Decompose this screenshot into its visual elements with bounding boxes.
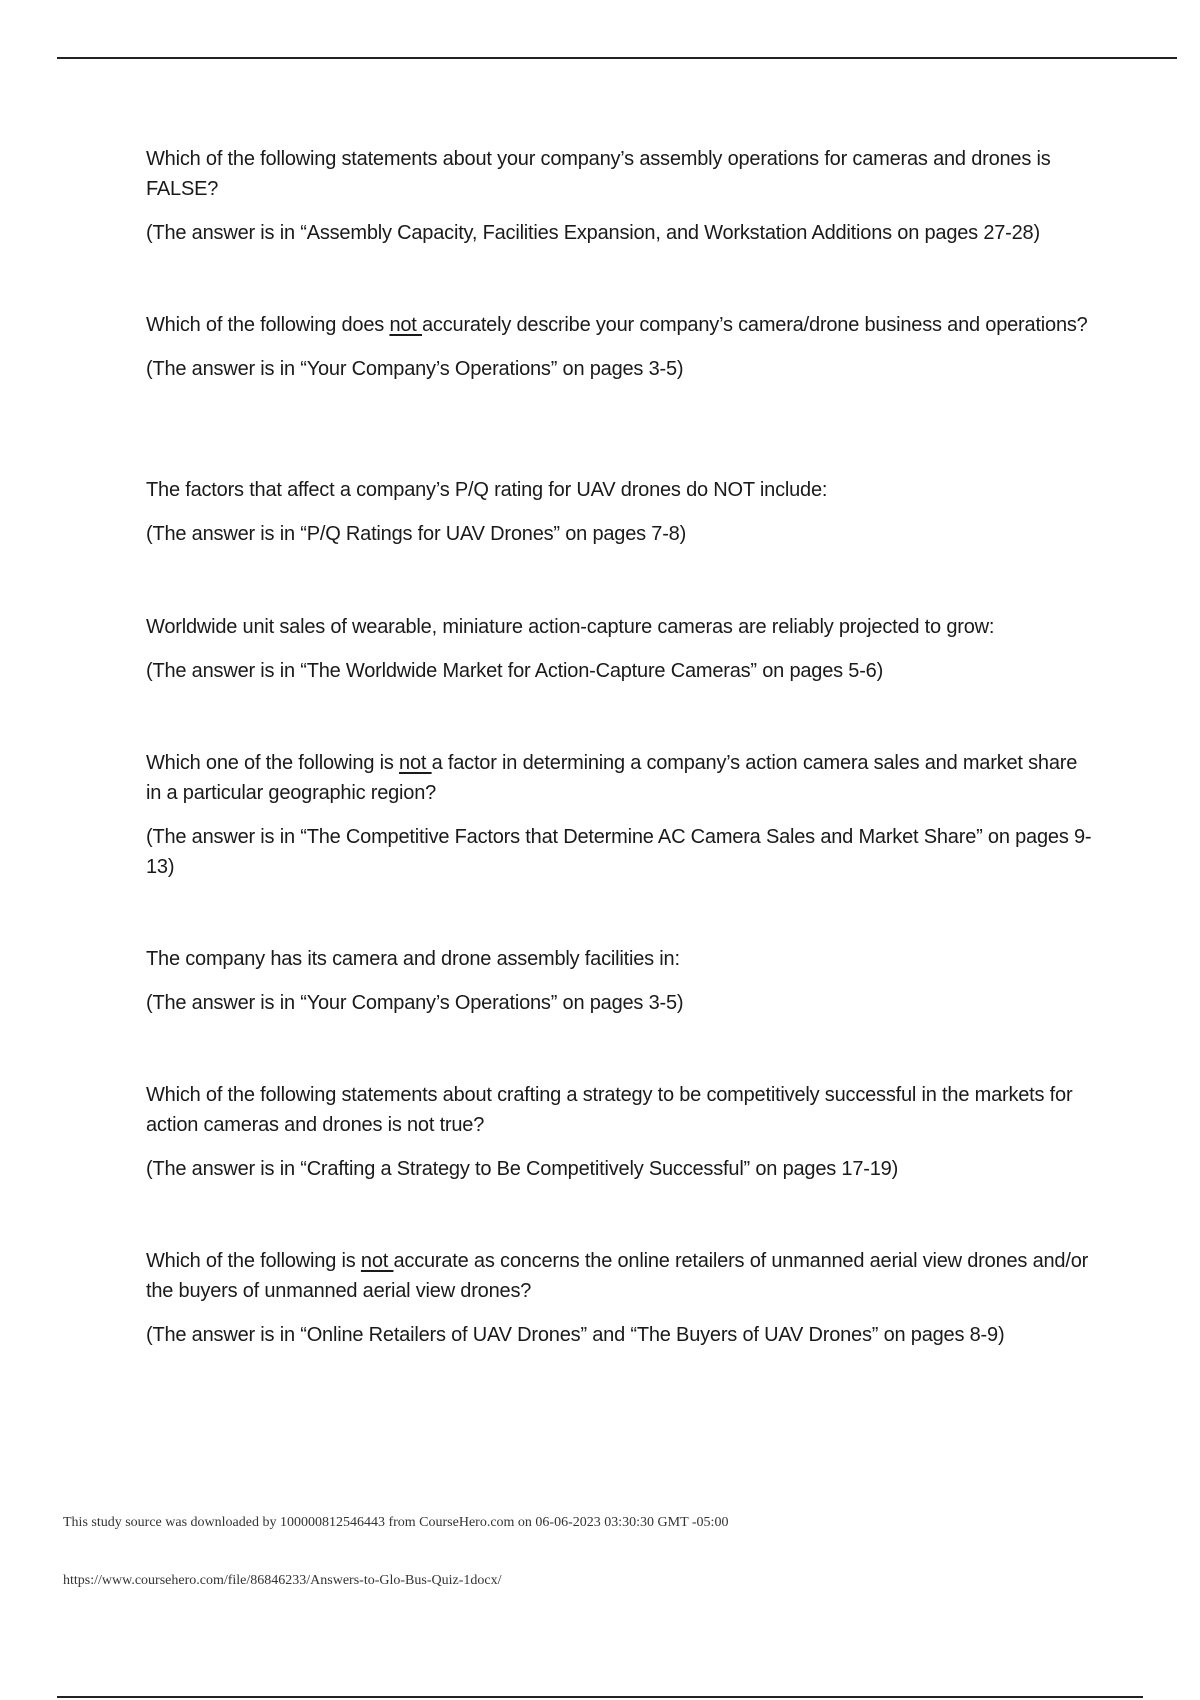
question-block-6: [146, 944, 1096, 1018]
answer-reference: (The answer is in “Online Retailers of UAV Drones” and “The Buyers of UAV Drones” on pages 8-9): [146, 1324, 1005, 1346]
answer-reference: (The answer is in “P/Q Ratings for UAV Drones” on pages 7-8): [146, 523, 687, 545]
answer-reference: (The answer is in “Assembly Capacity, Facilities Expansion, and Workstation Additions on pages 27-28): [146, 222, 1040, 244]
question-text: Worldwide unit sales of wearable, miniature action-capture cameras are reliably projected to grow:: [146, 616, 995, 638]
question-block-2: [146, 310, 1096, 384]
question-block-1: [146, 144, 1096, 248]
question-block-4: [146, 612, 1096, 686]
question-text: Which one of the following is not a factor in determining a company’s action camera sales and market share in a particular geographic region?: [146, 752, 1078, 804]
question-text: Which of the following statements about your company’s assembly operations for cameras and drones is FALSE?: [146, 148, 1051, 200]
question-text: The company has its camera and drone assembly facilities in:: [146, 948, 680, 970]
question-text: Which of the following is not accurate as concerns the online retailers of unmanned aerial view drones and/or the buyers of unmanned aerial view drones?: [146, 1250, 1089, 1302]
underlined-word: not: [360, 1250, 394, 1272]
underlined-word: not: [389, 314, 422, 336]
bottom-rule: [57, 1696, 1143, 1698]
question-block-8: [146, 1246, 1096, 1350]
answer-reference: (The answer is in “Your Company’s Operations” on pages 3-5): [146, 992, 684, 1014]
question-text: Which of the following statements about crafting a strategy to be competitively successful in the markets for action cameras and drones is not true?: [146, 1084, 1073, 1136]
question-block-3: [146, 475, 1096, 549]
question-text: Which of the following does not accurately describe your company’s camera/drone business and operations?: [146, 314, 1088, 336]
source-url: https://www.coursehero.com/file/86846233/Answers-to-Glo-Bus-Quiz-1docx/: [63, 1573, 502, 1588]
answer-reference: (The answer is in “Your Company’s Operations” on pages 3-5): [146, 358, 684, 380]
answer-reference: (The answer is in “The Competitive Factors that Determine AC Camera Sales and Market Share” on pages 9-13): [146, 826, 1092, 878]
question-block-5: [146, 748, 1096, 882]
underlined-word: not: [399, 752, 432, 774]
download-notice: This study source was downloaded by 100000812546443 from CourseHero.com on 06-06-2023 03:30:30 GMT -05:00: [63, 1515, 729, 1530]
question-text: The factors that affect a company’s P/Q rating for UAV drones do NOT include:: [146, 479, 828, 501]
answer-reference: (The answer is in “The Worldwide Market for Action-Capture Cameras” on pages 5-6): [146, 660, 884, 682]
question-block-7: [146, 1080, 1096, 1184]
top-rule: [57, 57, 1177, 59]
answer-reference: (The answer is in “Crafting a Strategy to Be Competitively Successful” on pages 17-19): [146, 1158, 899, 1180]
